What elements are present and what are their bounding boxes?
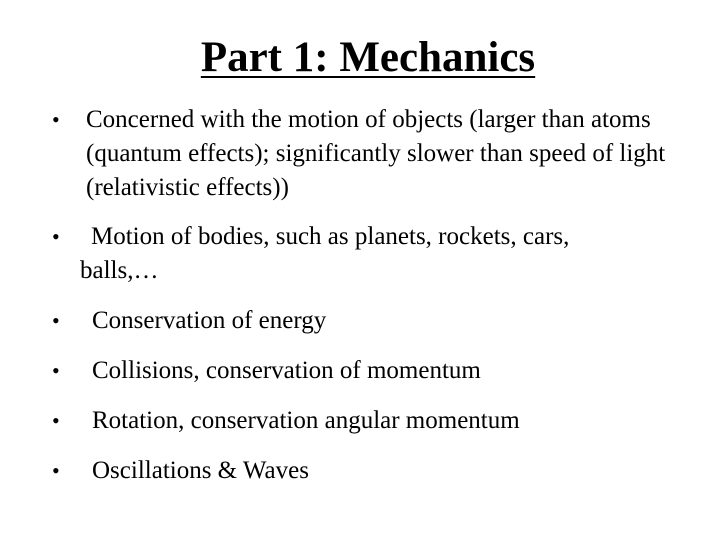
slide-title: Part 1: Mechanics [200, 34, 536, 81]
bullet-text: Rotation, conservation angular momentum [92, 407, 520, 434]
bullet-icon: • [52, 358, 60, 383]
bullet-text: Concerned with the motion of objects (larger than atoms (quantum effects); significantly slower than speed of light (relativistic effects)) [86, 106, 672, 201]
bullet-icon: • [52, 458, 60, 483]
bullet-icon: • [52, 107, 60, 132]
bullet-icon: • [52, 224, 60, 249]
bullet-icon: • [52, 408, 60, 433]
bullet-text: Conservation of energy [92, 307, 327, 334]
bullet-text: Oscillations & Waves [92, 457, 309, 484]
bullet-icon: • [52, 308, 60, 333]
bullet-text: Collisions, conservation of momentum [92, 357, 481, 384]
bullet-text: Motion of bodies, such as planets, rockets, cars, balls,… [80, 223, 576, 284]
